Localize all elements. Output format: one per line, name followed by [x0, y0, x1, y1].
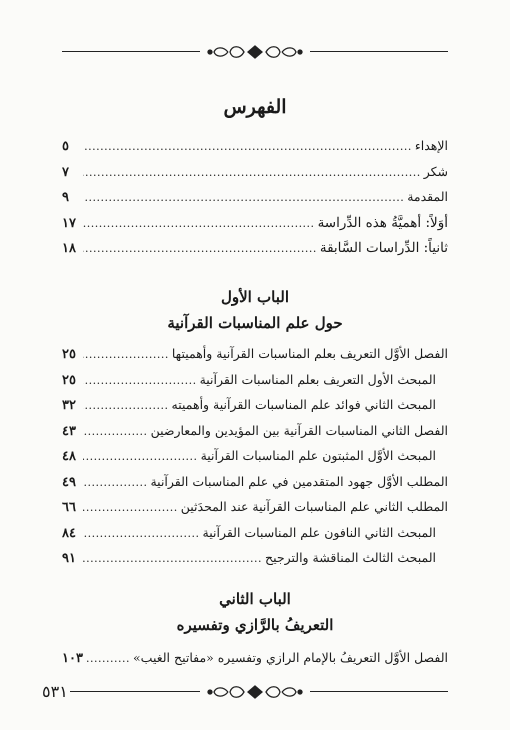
- toc-entry-label: الفصل الأوَّل التعريفُ بالإمام الرازي وتفسيره «مفاتيح الغيب»: [133, 650, 448, 665]
- toc-entry-label: المبحث الأول التعريف بعلم المناسبات القرآنية: [199, 371, 436, 387]
- toc-entry-page: ٤٨: [62, 449, 76, 464]
- dot-leader: [86, 652, 130, 665]
- toc-entry: [62, 240, 448, 266]
- part-one-subtitle: حول علم المناسبات القرآنية: [167, 314, 343, 332]
- dot-leader: [83, 501, 178, 514]
- dot-leader: [83, 217, 315, 230]
- toc-entry-page: ٢٥: [62, 372, 76, 388]
- toc-entry: [62, 474, 448, 500]
- toc-entry: [62, 372, 448, 398]
- part-one-title: الباب الأول: [220, 288, 290, 306]
- part-two-title: الباب الثاني: [219, 590, 291, 608]
- toc-entry: [62, 448, 448, 474]
- part-two-entries: [62, 650, 448, 676]
- toc-entry-page: ٩: [62, 190, 69, 205]
- dot-leader: [83, 450, 198, 463]
- toc-entry-page: ٤٩: [62, 474, 76, 490]
- dot-leader: [83, 399, 169, 412]
- dot-leader: [83, 348, 169, 361]
- toc-entry-page: ٤٣: [62, 423, 76, 439]
- toc-entry-label: المبحث الثاني فوائد علم المناسبات القرآنية وأهميته: [171, 397, 436, 412]
- dot-leader: [83, 191, 404, 204]
- toc-entry-label: المبحث الثاني النافون علم المناسبات القرآنية: [202, 524, 436, 540]
- toc-entry-label: الفصل الأوَّل التعريف بعلم المناسبات القرآنية وأهميتها: [171, 346, 448, 361]
- toc-entry: [62, 650, 448, 676]
- part-one-entries: [62, 346, 448, 576]
- toc-entry-page: ٧: [62, 164, 69, 180]
- toc-entry: [62, 397, 448, 423]
- toc-entry: [62, 346, 448, 372]
- dot-leader: [83, 140, 412, 153]
- toc-entry-label: المطلب الثاني علم المناسبات القرآنية عند المحدَثين: [180, 499, 448, 514]
- toc-entry-page: ٥: [62, 139, 69, 154]
- toc-entry-page: ١٧: [62, 215, 76, 231]
- toc-entry-page: ٣٢: [62, 398, 76, 413]
- toc-entry-label: الفصل الثاني المناسبات القرآنية بين المؤيدين والمعارضين: [150, 422, 448, 438]
- toc-entry-label: الإهداء: [414, 138, 448, 153]
- front-matter-list: [62, 138, 448, 266]
- toc-entry-label: المطلب الأوَّل جهود المتقدمين في علم المناسبات القرآنية: [150, 473, 448, 489]
- ornament-icon: [200, 42, 310, 62]
- toc-entry-label: أوَلاً: أهميَّةُ هذه الدِّراسة: [317, 214, 448, 231]
- toc-entry-label: المبحث الأوَّل المثبتون علم المناسبات القرآنية: [200, 448, 436, 463]
- toc-entry-page: ٦٦: [62, 500, 76, 515]
- toc-entry-page: ٢٥: [62, 347, 76, 362]
- top-ornamental-rule: [62, 42, 448, 62]
- page-number: ٥٣١: [42, 682, 68, 701]
- toc-entry-label: ثانياً: الدِّراسات السَّابقة: [319, 240, 448, 256]
- toc-entry: [62, 550, 448, 576]
- toc-entry: [62, 423, 448, 449]
- toc-entry-page: ١٨: [62, 241, 76, 256]
- toc-entry-label: شكر: [423, 163, 448, 179]
- toc-entry: [62, 138, 448, 164]
- toc-entry-label: المقدمة: [407, 189, 448, 204]
- toc-entry: [62, 525, 448, 551]
- toc-entry: [62, 164, 448, 190]
- dot-leader: [83, 374, 197, 387]
- dot-leader: [83, 166, 421, 179]
- dot-leader: [83, 242, 317, 255]
- toc-entry-page: ١٠٣: [62, 651, 83, 666]
- dot-leader: [83, 552, 262, 565]
- toc-entry: [62, 215, 448, 241]
- dot-leader: [83, 527, 200, 540]
- part-two-subtitle: التعريفُ بالرَّازي وتفسيره: [176, 616, 334, 634]
- dot-leader: [83, 476, 147, 489]
- toc-entry: [62, 499, 448, 525]
- page-title: الفهرس: [223, 96, 287, 118]
- ornament-icon: [200, 682, 310, 702]
- toc-entry-page: ٨٤: [62, 525, 76, 541]
- bottom-ornamental-rule: [62, 682, 448, 702]
- toc-entry-page: ٩١: [62, 551, 76, 566]
- toc-entry-label: المبحث الثالث المناقشة والترجيح: [265, 550, 436, 565]
- dot-leader: [83, 425, 148, 438]
- toc-entry: [62, 189, 448, 215]
